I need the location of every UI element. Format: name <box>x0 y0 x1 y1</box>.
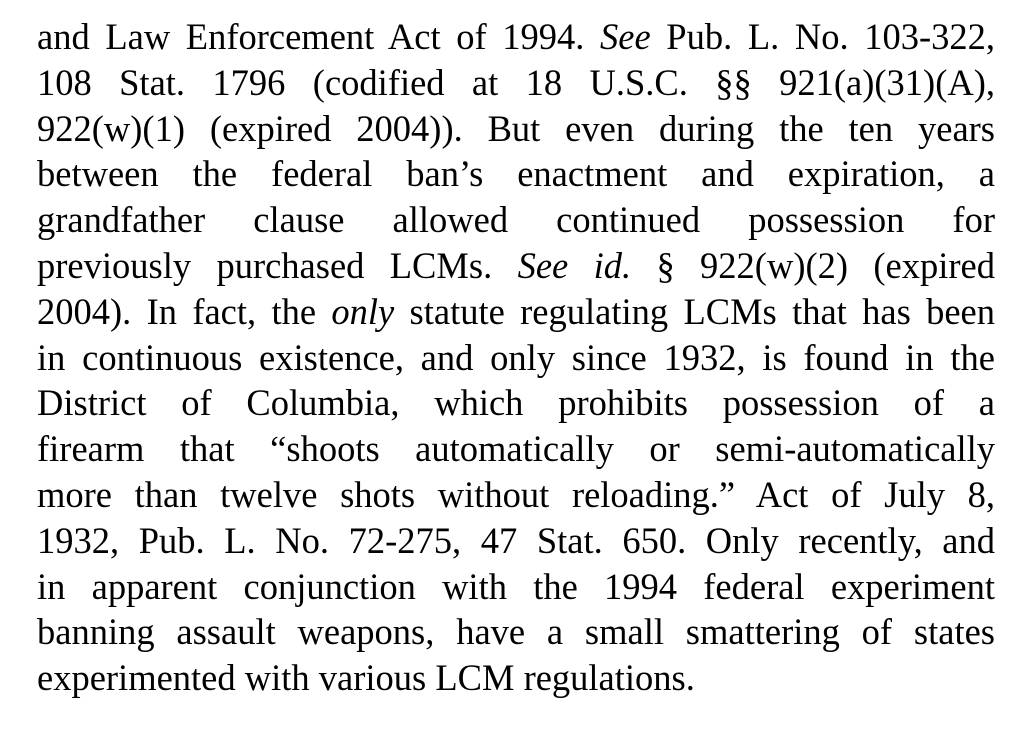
text-run: firearm that “shoots automatically or semi-automatically <box>37 428 995 470</box>
text-line <box>37 609 995 655</box>
text-run: banning assault weapons, have a small smattering of states <box>37 611 995 653</box>
text-run: experimented with various LCM regulations. <box>37 657 695 699</box>
text-run: more than twelve shots without reloading.” Act of July 8, <box>37 473 995 515</box>
text-run: 108 Stat. 1796 (codified at 18 U.S.C. §§ 921(a)(31)(A), <box>37 61 995 103</box>
text-line <box>37 335 995 381</box>
text-line <box>37 14 995 60</box>
text-run: 922(w)(1) (expired 2004)). But even during the ten years <box>37 107 995 149</box>
text-line <box>37 106 995 152</box>
text-run: § 922(w)(2) (expired <box>631 244 995 286</box>
text-line <box>37 472 995 518</box>
text-line <box>37 426 995 472</box>
text-line <box>37 564 995 610</box>
text-line <box>37 151 995 197</box>
text-run: in continuous existence, and only since 1932, is found in the <box>37 336 995 378</box>
text-run: between the federal ban’s enactment and expiration, a <box>37 153 995 195</box>
text-run: previously purchased LCMs. <box>37 244 518 286</box>
text-line <box>37 518 995 564</box>
text-run: District of Columbia, which prohibits possession of a <box>37 382 995 424</box>
text-line <box>37 60 995 106</box>
text-run: grandfather clause allowed continued possession for <box>37 199 995 241</box>
text-run: and Law Enforcement Act of 1994. <box>37 16 600 57</box>
document-body <box>37 14 995 701</box>
italic-citation-signal: See <box>600 16 651 57</box>
opinion-paragraph <box>37 14 995 701</box>
text-run: statute regulating LCMs that has been <box>394 290 995 332</box>
italic-citation-signal: See id. <box>517 244 632 286</box>
text-run: 2004). In fact, the <box>37 290 332 332</box>
text-line <box>37 289 995 335</box>
text-line <box>37 380 995 426</box>
text-line <box>37 655 995 701</box>
text-line <box>37 243 995 289</box>
text-line <box>37 197 995 243</box>
text-run: 1932, Pub. L. No. 72-275, 47 Stat. 650. Only recently, and <box>37 519 995 561</box>
italic-emphasis: only <box>331 290 395 332</box>
text-run: Pub. L. No. 103-322, <box>650 16 996 57</box>
text-run: in apparent conjunction with the 1994 federal experiment <box>37 565 995 607</box>
